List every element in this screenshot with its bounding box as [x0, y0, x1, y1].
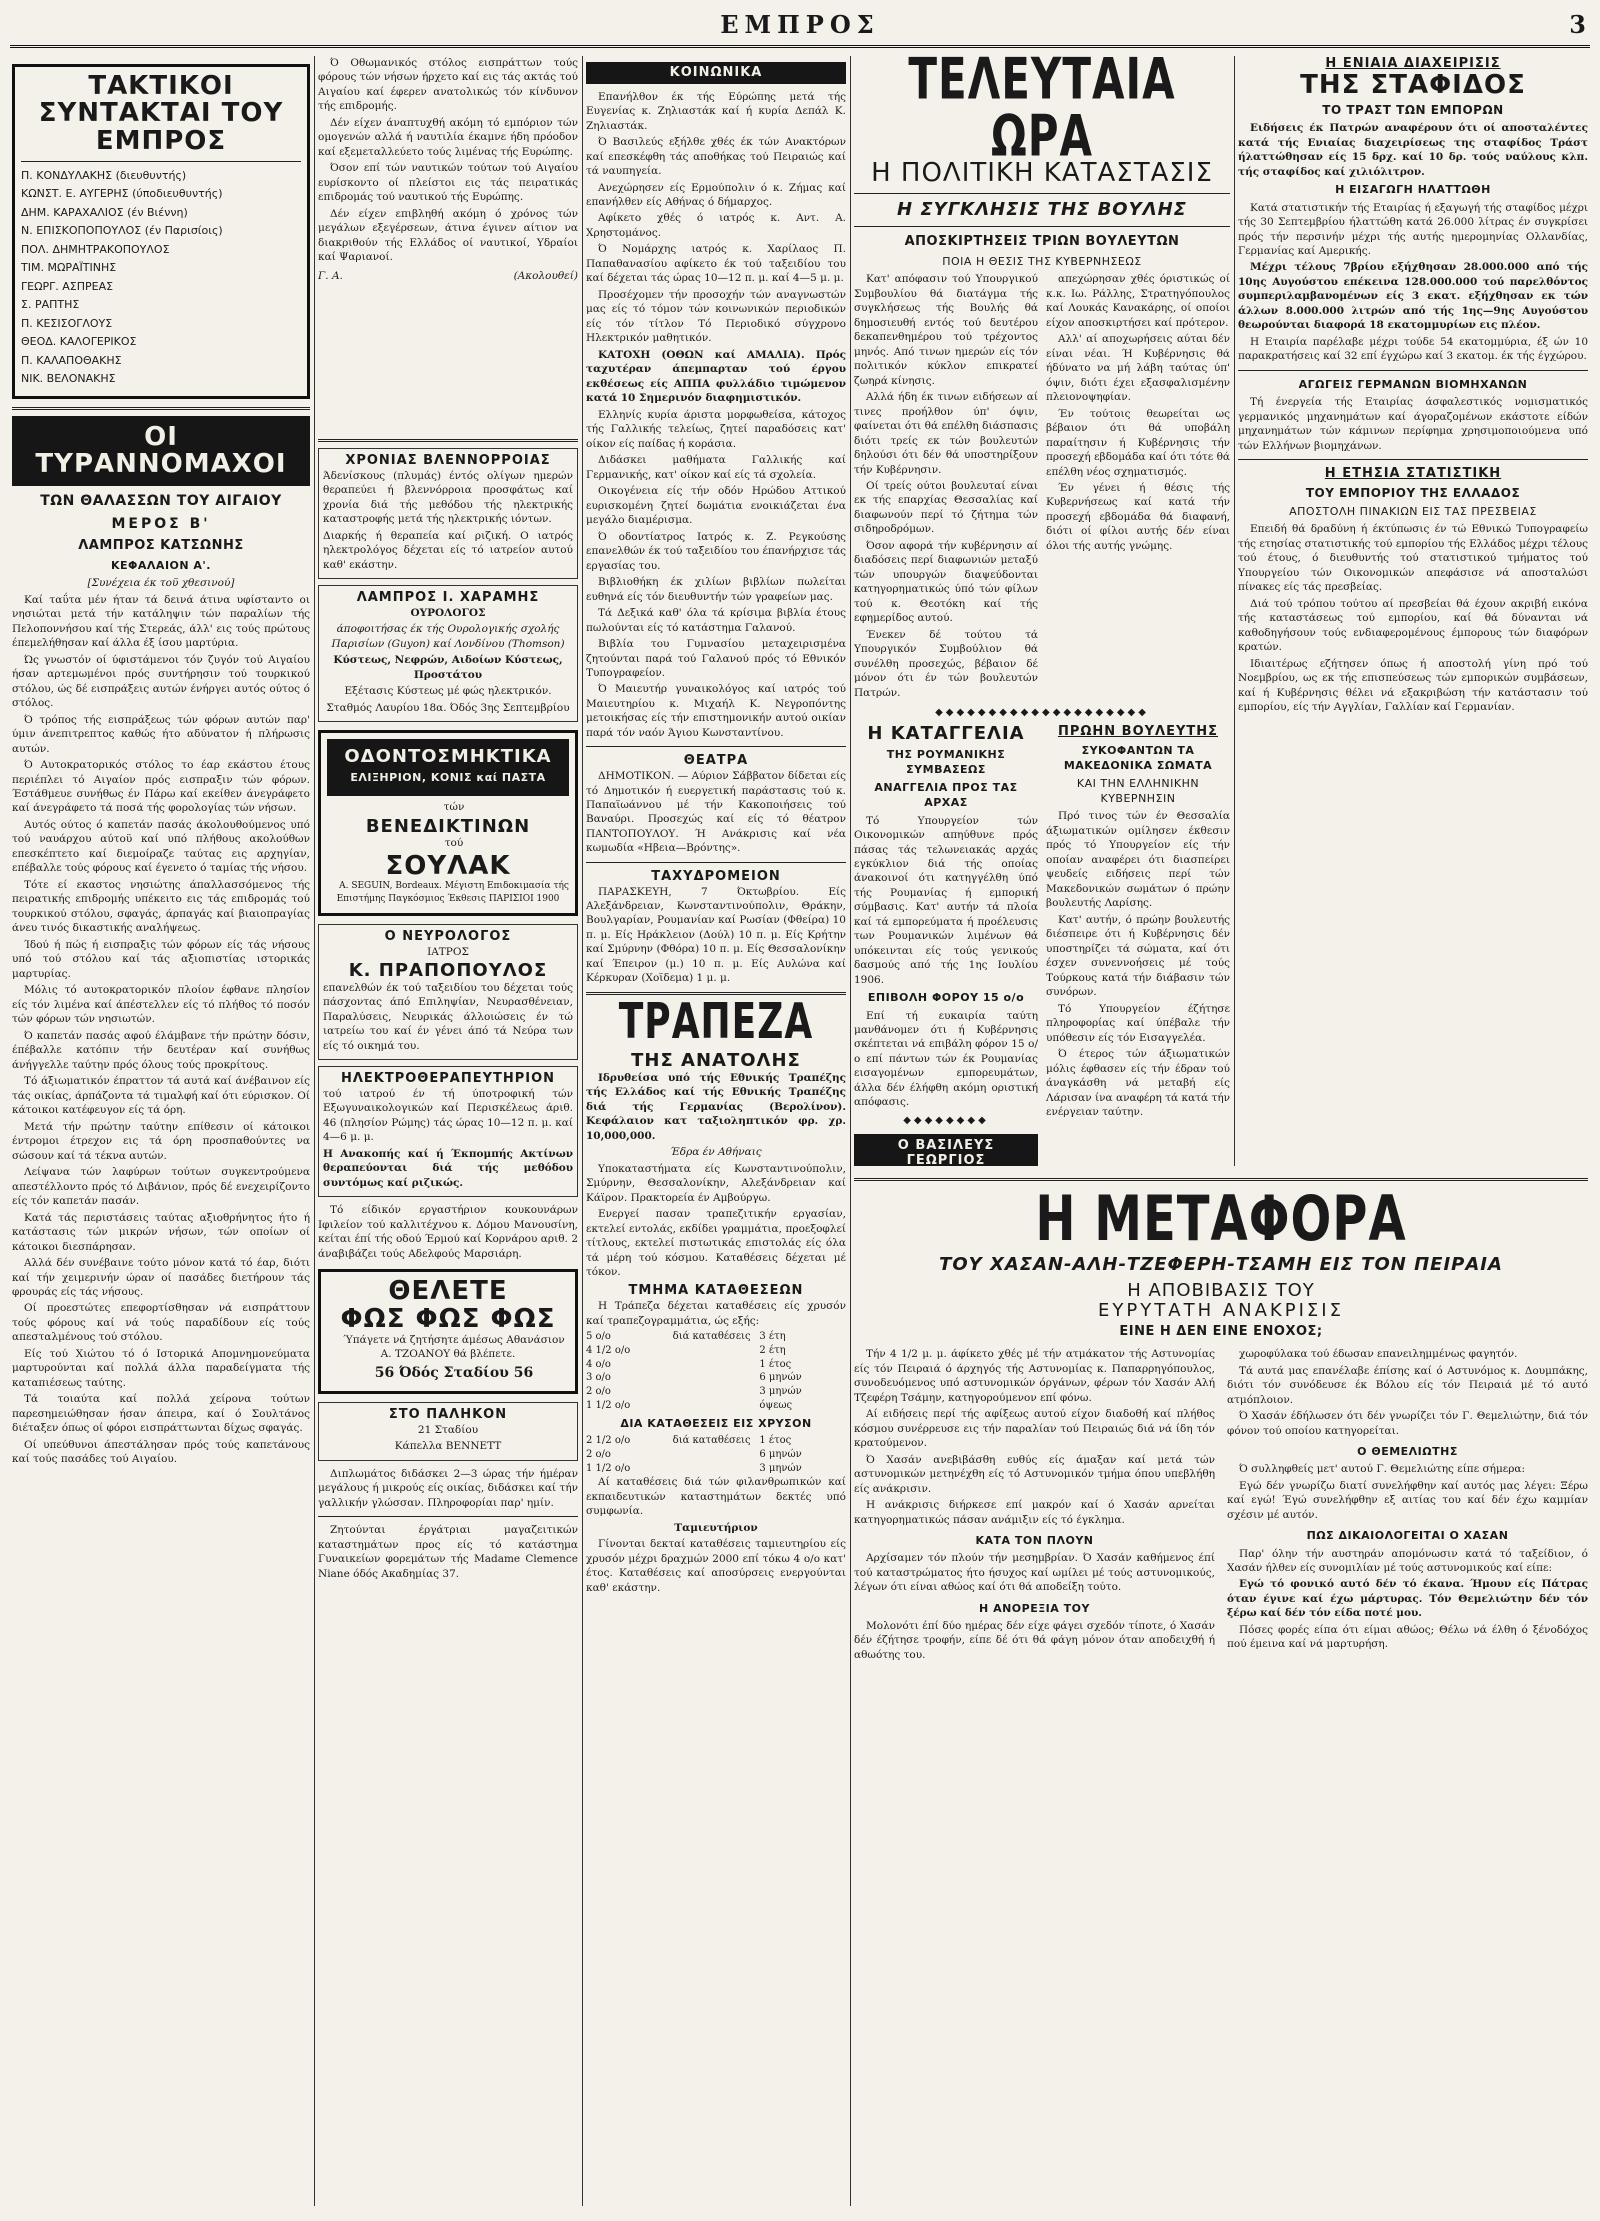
lower-article: [854, 1172, 1588, 2206]
body-paragraph: Επειδή θά δραδύνη ή έκτύπωσις έν τώ Εθνικώ Τυπογραφείω τής ετησίας στατιστικής τού εμπορίου τής Ελλάδος μέχρι τέλους τού έτους, ό διευθυντής τού στατιστικού τμήματος τού Υπουργείου τών Οικονομικών απεφάσισε νά αποσταλώσι πίνακες είς τάς πρεσβείας.: [1238, 523, 1588, 594]
body-paragraph: Εγώ τό φονικό αυτό δέν τό έκανα. Ήμουν είς Πάτρας όταν έγινε καί έχω μάρτυρας. Τόν Θεμελιώτην δέν τόν ξέρω καί δέν τόν είδα ποτέ μου.: [1227, 1578, 1588, 1620]
body-paragraph: Ανεχώρησεν είς Ερμούπολιν ό κ. Ζήμας καί επανήλθεν είς Αθήνας ό δήμαρχος.: [586, 181, 846, 208]
body-paragraph: Αυτός ούτος ό καπετάν πασάς άκολουθούμενος υπό τού ναυάρχου αύτοϋ καί υπό πλήθους ακολούθων επεσκέπτετο καί διεμοίραζε ταύτας εις αρχηγίαν, επέβαλλε τούς φόρους καί έγενετο ό ταμίας τής νήσου.: [12, 818, 310, 875]
body-paragraph: Ό Νομάρχης ιατρός κ. Χαρίλαος Π. Παπαθανασίου αφίκετο έκ τού ταξειδίου του καί δέχεται τάς ώρας 10—12 π. μ. καί 4—5 μ. μ.: [586, 243, 846, 285]
ad-title: ΣΟΥΛΑΚ: [385, 850, 511, 881]
body-paragraph: Μόλις τό αυτοκρατορικόν πλοίον έφθανε πλησίον είς τόν λιμένα καί άπέστελλεν είς τό πλήθος τό ποσόν τών φόρων τών νησιωτών.: [12, 984, 310, 1026]
article-subtitle: ΕΠΙΒΟΛΗ ΦΟΡΟΥ 15 ο/ο: [867, 991, 1025, 1005]
ad-urologist: [318, 585, 578, 722]
body-paragraph: Δέν είχεν άναπτυχθή ακόμη τό εμπόριον τών ομογενών αλλά ή ναυτιλία έκαμνε ήδη πρόοδον καί εξεμεταλλεύετο τούς λιμένας τής Ευρώπης.: [318, 116, 578, 158]
body-paragraph: Τήν 4 1/2 μ. μ. άφίκετο χθές μέ τήν ατμάκατον τής Αστυνομίας είς τόν Πειραιά ό άρχηγός τής Αστυνομίας κ. Παπαρρηγόπουλος, συνοδευόμενος υπό αστυνομικών όργάνων, φέρων τόν Χασάν Αλή Τζεφέρη Τσάμην, κατηγορούμενον επί φόνω.: [854, 1348, 1215, 1404]
staff-member: ΝΙΚ. ΒΕΛΟΝΑΚΗΣ: [21, 372, 116, 386]
staff-member: Π. ΚΕΣΙΣΟΓΛΟΥΣ: [21, 316, 113, 330]
body-paragraph: Μολονότι έπί δύο ημέρας δέν είχε φάγει σχεδόν τίποτε, ό Χασάν δέν έζήτησε τροφήν, είπε δέ ότι θά φάγη μόνον όταν αποδειχθή ή αθωότης του.: [854, 1619, 1215, 1661]
article-title: Η ΚΑΤΑΓΓΕΛΙΑ: [867, 723, 1025, 745]
gold-table: [586, 1434, 846, 1475]
body-paragraph: Προσέχομεν τήν προσοχήν τών αναγνωστών μας είς τό τόμον τών κοινωνικών περιοδικών είς τόν τίτλον Τό Περιοδικό σύγχρονο Ηλεκτρικόν μαθητικόν.: [586, 288, 846, 345]
body-paragraph: Ό έτερος τών άξιωματικών μόλις έφθασεν είς τήν έδραν τού άναγκάσθη νά μεταβή είς Λάρισαν ίνα αναφέρη τά κατά τήν ενέργειαν ταύτην.: [1046, 1048, 1230, 1119]
ad-neurologist: [318, 924, 578, 1060]
ad-title: ΦΩΣ ΦΩΣ ΦΩΣ: [340, 1303, 556, 1334]
body-paragraph: Λείψανα τών λαφύρων τούτων συγκεντρούμενα απεστέλλοντο πρός τό Διβάνιον, πρός δέ ενεχειρίζοντο είς τόν καπετάν πασάν.: [12, 1166, 310, 1208]
bank-title: ΤΡΑΠΕΖΑ: [618, 994, 814, 1050]
article-title: ΑΓΩΓΕΙΣ ΓΕΡΜΑΝΩΝ ΒΙΟΜΗΧΑΝΩΝ: [1298, 377, 1528, 391]
ad-address: Σταθμός Λαυρίου 18α. Όδός 3ης Σεπτεμβρίου: [326, 701, 570, 714]
article-subtitle: Η ΑΠΟΒΙΒΑΣΙΣ ΤΟΥ: [1127, 1279, 1315, 1301]
headline-sub: Η ΣΥΓΚΛΗΣΙΣ ΤΗΣ ΒΟΥΛΗΣ: [897, 199, 1187, 221]
article-subtitle: ΑΝΑΓΓΕΛΙΑ ΠΡΟΣ ΤΑΣ ΑΡΧΑΣ: [874, 781, 1018, 810]
table-row: 2 ο/ο 6 μηνών: [586, 1448, 802, 1460]
serial-title: ΟΙ ΤΥΡΑΝΝΟΜΑΧΟΙ: [35, 421, 287, 480]
table-row: 4 ο/ο 1 έτος: [586, 1358, 792, 1370]
body-paragraph: Αί καταθέσεις διά τών φιλανθρωπικών καί εκπαιδευτικών καταστημάτων δεκτές υπό συμφωνία.: [586, 1476, 846, 1518]
body-paragraph: Αφίκετο χθές ό ιατρός κ. Αντ. Α. Χρηστομάνος.: [586, 212, 846, 239]
body-paragraph: Κατά τάς περιστάσεις ταύτας αξιοθρήνητος ήτο ή κατάστασις τών μικρών νήσων, τών οποίων οί κάτοικοι διεσπάρησαν.: [12, 1211, 310, 1253]
ad-light: [318, 1269, 578, 1394]
table-row: 4 1/2 ο/ο 2 έτη: [586, 1344, 786, 1356]
post-title: ΤΑΧΥΔΡΟΜΕΙΟΝ: [651, 868, 781, 884]
deposits-table: [586, 1330, 846, 1413]
page-header: [10, 8, 1590, 48]
article-subtitle: Η ΕΙΣΑΓΩΓΗ ΗΛΑΤΤΩΘΗ: [1335, 183, 1491, 197]
staff-member: ΓΕΩΡΓ. ΑΣΠΡΕΑΣ: [21, 279, 114, 293]
ad-text: επανελθών έκ τού ταξειδίου του δέχεται τούς πάσχοντας άπό Επιληψίαν, Νευρασθένειαν, Παραλύσεις, Νευρικάς άλλοιώσεις έν τώ ιατρείω του καί έν γένει άπό τά Νεύρα των είς τό οικημά του.: [323, 981, 573, 1052]
page-number: 3: [1569, 10, 1586, 39]
staff-member: ΚΩΝΣΤ. Ε. ΑΥΓΕΡΗΣ (ύποδιευθυντής): [21, 187, 223, 201]
staff-member: Ν. ΕΠΙΣΚΟΠΟΠΟΥΛΟΣ (έν Παρισίοις): [21, 224, 223, 238]
staff-member: ΘΕΟΔ. ΚΑΛΟΓΕΡΙΚΟΣ: [21, 335, 137, 349]
ad-text: Ύπάγετε νά ζητήσητε άμέσως Αθανάσιον Α. ΤΖΟΑΝΟΥ θά βλέπετε.: [343, 1333, 565, 1361]
ad-title: ΘΕΛΕΤΕ: [388, 1276, 508, 1307]
body-paragraph: Τή ένεργεία τής Εταιρίας άσφαλεστικός νομισματικός γερμανικός μηχανημάτων καί άγοραζομένων εκάστοτε είδών μηχανημάτων τών κάμινων περίφημα χρησιμοποιούμενα υπό τών Ελλήνων βιομηχάνων.: [1238, 396, 1588, 452]
body-paragraph: Εγώ δέν γνωρίζω διατί συνελήφθην καί αυτός μας λέγει: Ξέρω καί εγώ! Έγώ συνελήφθην εξ αιτίας του καί δέν έχω καμμίαν σχέσιν μέ αυτόν.: [1227, 1479, 1588, 1521]
body-paragraph: Αί ειδήσεις περί τής αφίξεως αυτού είχον διαδοθή καί πλήθος κόσμου συνέρρευσε εις τήν παραλίαν τού Πειραιώς διά νά ίδη τόν κρατούμενον.: [854, 1408, 1215, 1450]
table-row: 3 ο/ο 6 μηνών: [586, 1372, 802, 1384]
ad-text: Διαρκής ή θεραπεία καί ριζική. Ο ιατρός ηλεκτρολόγος δέχεται είς τό ιατρείον αυτού καθ' εκάστην.: [323, 529, 573, 571]
body-paragraph: Ιδιαιτέρως εζήτησεν όπως ή αποστολή γίνη πρό τού Νοεμβρίου, ως εκ τής επισπεύσεως τών εμπορικών συμβάσεων, καί ή Κυβέρνησις θέλει νά εξακριβώση τήν κατάστασιν τού εμπορίου, είς τήν Αγγλίαν, Γαλλίαν καί Γερμανίαν.: [1238, 657, 1588, 714]
ad-text: άποφοιτήσας έκ τής Ουρολογικής σχολής Παρισίων (Guyon) καί Λονδίνου (Thomson): [331, 623, 565, 650]
body-paragraph: Ό Χασάν έδήλωσεν ότι δέν γνωρίζει τόν Γ. Θεμελιώτην, διά τόν φόνον τού οποίου κατηγορείται.: [1227, 1410, 1588, 1437]
body-paragraph: Τά τοιαύτα καί πολλά χείρονα τούτων παρεσημειώθησαν ήσαν άπειρα, καί ό Σουλτάνος διέταξεν όπως οί φόροι εισπράττωνται δίχως σφαγάς.: [12, 1393, 310, 1435]
ad-title: Ο ΝΕΥΡΟΛΟΓΟΣ: [384, 929, 512, 945]
body-paragraph: Παρ' όλην τήν αυστηράν απομόνωσιν κατά τό ταξείδιον, ό Χασάν ήλθεν είς συνομιλίαν μέ τούς αστυνομικούς καί είπε:: [1227, 1547, 1588, 1574]
theatre-title: ΘΕΑΤΡΑ: [683, 753, 749, 769]
serial-note: [Συνέχεια έκ τοϋ χθεσινού]: [87, 577, 235, 590]
headline-sub: ΑΠΟΣΚΙΡΤΗΣΕΙΣ ΤΡΙΩΝ ΒΟΥΛΕΥΤΩΝ: [904, 234, 1180, 250]
ad-text: Η Ανακοπής καί ή Έκπομπής Ακτίνων θεραπεύονται διά τής μεθόδου συντόμως καί ριζικώς.: [323, 1147, 573, 1189]
column-4: ΤΕΛΕΥΤΑΙΑ ΩΡΑ Η ΠΟΛΙΤΙΚΗ ΚΑΤΑΣΤΑΣΙΣ Η ΣΥΓΚΛΗΣΙΣ ΤΗΣ ΒΟΥΛΗΣ ΑΠΟΣΚΙΡΤΗΣΕΙΣ ΤΡΙΩΝ ΒΟΥΛΕΥΤΩΝ ΠΟΙΑ Η ΘΕΣΙΣ ΤΗΣ ΚΥΒΕΡΝΗΣΕΩΣ Κατ' απόφασιν τού Υπουργικού Συμβουλίου θά διατάγμα τής συγκλήσεως τής Βουλής θά δημοσιευθή εντός τού δευτέρου δεκαπενθημέρου τού τρέχοντος μηνός. Από τινων ημερών είς τόν πολιτικόν κύκλον επικρατεί ζωηρά κίνησις. Αλλά ήδη έκ τινων ειδήσεων αί τινες προήλθον ύπ' όψιν, φαίνεται ότι θά επέλθη διάσπασις διότι τρείς εκ τών βουλευτών δηλούσι ότι δέν θά υποστηρίξουν τήν Κυβέρνησιν. Οί τρείς ούτοι βουλευταί είναι εκ τής επαρχίας Θεσσαλίας καί διαφωνούν περί τό ζήτημα τών σιδηροδρόμων. Όσον αφορά τήν κυβέρνησιν αί διαδόσεις περί διαφωνιών μεταξύ τών υπουργών διαψεύδονται κατηγορηματικώς ύπό τών φίλων τού κ. Θεοτόκη καί τής εφημερίδος αυτού. Ένεκεν δέ τούτου τά Υπουργικόν Συμβούλιον θά συνέλθη προσεχώς, βέβαιον δέ μόνον ότι έν τών βουλευτών Πατρών. απεχώρησαν χθές όριστικώς οί κ.κ. Ιω. Ράλλης, Στρατηγόπουλος καί Λουκάς Κανακάρης, οί οποίοι είχον αποσκιρτήσει καί πρότερον. Αλλ' αί αποχωρήσεις αύται δέν είναι νέαι. Ή Κυβέρνησις θά ήδύνατο να μή λάβη ταύτας ύπ' όψιν, διότι έχει εξασφαλισμένην πλειονοψηφίαν. Έν τούτοις θεωρείται ως βέβαιον ότι θά υποβάλη παραίτησιν ή Κυβέρνησις τήν προσεχή εβδομάδα καί ότι τότε θά επέλθη νέος σχηματισμός. Έν γένει ή θέσις τής Κυβερνήσεως καί κατά τήν προσεχή εβδομάδα θά διαφανή, διότι οί φίλοι αυτής δέν είναι όλοι τής αυτής γνώμης. ◆◆◆◆◆◆◆◆◆◆◆◆◆◆◆◆◆◆◆◆ Η ΚΑΤΑΓΓΕΛΙΑ ΤΗΣ ΡΟΥΜΑΝΙΚΗΣ ΣΥΜΒΑΣΕΩΣ ΑΝΑΓΓΕΛΙΑ ΠΡΟΣ ΤΑΣ ΑΡΧΑΣ Τό Υπουργείον τών Οικονομικών απηύθυνε πρός πάσας τάς τελωνειακάς αρχάς εγκύκλιον διά τής οποίας άνακοινοί ότι κατηγγέλθη ύπό τής Ρουμανίας ή εμπορική σύμβασις. Κατ' αυτήν τά πλοία καί τά εμπορεύματα ή προέλευσις των Ρουμανικών λιμένων θά υπόκεινται είς τούς γενικούς δασμούς από τής 1ης Ιουλίου 1906. ΕΠΙΒΟΛΗ ΦΟΡΟΥ 15 ο/ο Επί τή ευκαιρία ταύτη μανθάνομεν ότι ή Κυβέρνησις σκέπτεται νά επιβάλη φόρον 15 ο/ο επί πάντων τών έκ Ρουμανίας εισαγομένων εμπορευμάτων, άλλα δέν έλήφθη ακόμη οριστική απόφασις. ◆◆◆◆◆◆◆◆ Ο ΒΑΣΙΛΕΥΣ ΓΕΩΡΓΙΟΣ ΠΡΩΗΝ ΒΟΥΛΕΥΤΗΣ ΣΥΚΟΦΑΝΤΩΝ ΤΑ ΜΑΚΕΔΟΝΙΚΑ ΣΩΜΑΤΑ ΚΑΙ ΤΗΝ ΕΛΛΗΝΙΚΗΝ ΚΥΒΕΡΝΗΣΙΝ Πρό τινος τών έν Θεσσαλία άξιωματικών ομίλησεν έκθεσιν πρός τό Υπουργείον είς τήν οποίαν αναφέρει ότι διασπείρει ψευδείς ειδήσεις περί τών Μακεδονικών σωμάτων ό πρώην βουλευτής Λαρίσης. Κατ' αυτήν, ό πρώην βουλευτής διέσπειρε ότι ή Κυβέρνησις δέν υποστηρίζει τά σώματα, καί ότι έσχεν συνεννοήσεις μέ τούς Τούρκους κατά τήν διάβασιν τών συνόρων. Τό Υπουργείον έζήτησε πληροφορίας καί ύπέβαλε τήν υπόθεσιν είς τόν Εισαγγελέα. Ό έτερος τών άξιωματικών μόλις έφθασεν είς τήν έδραν τού άναγκάσθη νά μεταβή είς Λάρισαν ίνα αναφέρη τά κατά τήν ενέργειαν ταύτην.: [854, 56, 1230, 1166]
section-title: ΚΟΙΝΩΝΙΚΑ: [669, 65, 763, 80]
body-paragraph: Αρχίσαμεν τόν πλούν τήν μεσημβρίαν. Ό Χασάν καθήμενος έπί τού καταστρώματος ήτο ήσυχος καί ωμίλει μέ τούς αστυνομικούς, λέγων ότι είναι αθώος καί ότι θά αποδείξη τούτο.: [854, 1552, 1215, 1594]
body-paragraph: Ό συλληφθείς μετ' αυτού Γ. Θεμελιώτης είπε σήμερα:: [1239, 1463, 1526, 1476]
body-paragraph: Διά τού τρόπου τούτου αί πρεσβείαι θά έχουν ακριβή εικόνα τής καταστάσεως τού εμπορίου, καί θά δύνανται νά καθοδηγήσουν τούς ενδιαφερομένους έμπορους τών διαφόρων κρατών.: [1238, 597, 1588, 654]
body-paragraph: Οί υπεύθυνοι άπεστάλησαν πρός τούς καπετάνους καί τούς πασάδες τού Αιγαίου.: [12, 1438, 310, 1466]
ad-text: τού ιατρού έν τή ύποτροφική τών Εξωγυναικολογικών καί Περισκέλεως άριθ. 46 (πλησίον Ρώμης) τάς ώρας 10—12 π. μ. καί 4—6 μ. μ.: [323, 1087, 573, 1144]
body-paragraph: Τό Υπουργείον τών Οικονομικών απηύθυνε πρός πάσας τάς τελωνειακάς αρχάς εγκύκλιον διά τής οποίας άνακοινοί ότι κατηγγέλθη ύπό τής Ρουμανίας ή εμπορική σύμβασις. Κατ' αυτήν τά πλοία καί τά εμπορεύματα ή προέλευσις των Ρουμανικών λιμένων θά υπόκεινται είς τούς γενικούς δασμούς από τής 1ης Ιουλίου 1906.: [854, 814, 1038, 986]
article-title: ΤΗΣ ΣΤΑΦΙΔΟΣ: [1300, 69, 1526, 100]
body-paragraph: Ό Χασάν ανεβιβάσθη ευθύς είς άμαξαν καί μετά τών αστυνομικών μετηνέχθη είς τό Αστυνομικόν τμήμα όπου υπεβλήθη είς ανάκρισιν.: [854, 1453, 1215, 1495]
body-paragraph: Ελληνίς κυρία άριστα μορφωθείσα, κάτοχος τής Γαλλικής τελείως, ζητεί παραδόσεις κατ' οίκον είς παίδας ή κοράσια.: [586, 408, 846, 450]
ad-title: ΣΤΟ ΠΑΛΗΚΟΝ: [388, 1407, 508, 1423]
ad-text: τών: [443, 801, 465, 814]
ad-address: 21 Σταδίου: [417, 1423, 479, 1436]
body-paragraph: ΠΑΡΑΣΚΕΥΗ, 7 Όκτωβρίου. Είς Αλεξάνδρειαν, Κωνσταντινούπολιν, Θράκην, Βουλγαρίαν, Ρουμανίαν καί Ρωσίαν (Φθείρα) 10 π. μ. Είς Ηράκλειον (Δούλ) 10 π. μ. Είς Κρήτην καί Σμύρνην (Φθόρα) 10 π. μ. Είς Θεσσαλονίκην καί Έπειρον (μ.) 10 π. μ. Είς Αυλώνα καί Κέρκυραν (Χοϊδεμα) 1 μ. μ.: [586, 885, 846, 985]
body-paragraph: Πόσες φορές είπα ότι είμαι αθώος; Θέλω νά έλθη ό ξένοδόχος πού έμεινα καί νά μαρτυρήση.: [1227, 1623, 1588, 1651]
column-3: [586, 56, 846, 2206]
column-1: [12, 56, 310, 2206]
body-paragraph: χωροφύλακα τού έδωσαν επανειλημμένως φαγητόν.: [1239, 1348, 1518, 1361]
ad-electrotherapy: [318, 1066, 578, 1197]
article-subtitle: ΑΠΟΣΤΟΛΗ ΠΙΝΑΚΙΩΝ ΕΙΣ ΤΑΣ ΠΡΕΣΒΕΙΑΣ: [1289, 505, 1537, 519]
body-paragraph: Τότε εί εκαστος νησιώτης άπαλλασσόμενος τής πειρατικής επιδρομής υπέκειτο εις τάς επιδρομάς τού τουρκικού στόλου, σφαγάς, άρπαγάς καί βιαιοπραγίας άνευ τινός δικαστικής αναλήψεως.: [12, 878, 310, 935]
body-paragraph: Έν τούτοις θεωρείται ως βέβαιον ότι θά υποβάλη παραίτησιν ή Κυβέρνησις τήν προσεχή εβδομάδα καί ότι τότε θά επέλθη νέος σχηματισμός.: [1046, 407, 1230, 478]
main-headline: ΤΕΛΕΥΤΑΙΑ ΩΡΑ: [908, 56, 1176, 169]
bank-seat: Έδρα έν Αθήναις: [670, 1146, 762, 1159]
body-paragraph: Γίνονται δεκταί καταθέσεις ταμιευτηρίου είς χρυσόν μέχρι δραχμών 2000 επί τόκω 4 ο/ο κατ' έτος. Καταθέσεις καί αποσύρσεις ενεργούνται καθ' εκάστην.: [586, 1538, 846, 1594]
ad-text: Άδενίσκους (πλυμάς) έντός ολίγων ημερών θεραπεύει ή βλεννόρροια προσφάτως καί χρονία διά τής μεθόδου τής ηλεκτρικής καταστροφής μετά τής ηλεκτρικής ιόντων.: [323, 469, 573, 526]
column-5: [1238, 56, 1588, 1166]
ad-text: Α. SEGUIN, Bordeaux. Μέγιστη Επιδοκιμασία τής Επιστήμης Παγκόσμιος Έκθεσις ΠΑΡΙΣΙΟΙ 1900: [336, 881, 569, 904]
body-paragraph: Κατ' αυτήν, ό πρώην βουλευτής διέσπειρε ότι ή Κυβέρνησις δέν υποστηρίζει τά σώματα, καί ότι έσχεν συνεννοήσεις μέ τούς Τούρκους κατά τήν διάβασιν τών συνόρων.: [1046, 913, 1230, 999]
ad-title: ΒΕΝΕΔΙΚΤΙΝΩΝ: [365, 815, 531, 837]
article-subtitle: ΕΙΝΕ Η ΔΕΝ ΕΙΝΕ ΕΝΟΧΟΣ;: [1119, 1324, 1323, 1340]
ad-palace: [318, 1402, 578, 1461]
body-paragraph: Ό καπετάν πασάς αφού έλάμβανε τήν πρώτην δόσιν, έπέβαλλε κατόπιν τήν δευτέραν καί συνήθως άνήγγελλε ταύτην πρός όλους τούς προκρίτους.: [12, 1029, 310, 1071]
body-paragraph: Ό Βασιλεύς εξήλθε χθές έκ τών Ανακτόρων καί επεσκέφθη τάς αποθήκας τού Πειραιώς καί τά ναυπηγεία.: [586, 136, 846, 178]
body-paragraph: Κατά στατιστικήν τής Εταιρίας ή εξαγωγή τής σταφίδος μέχρι τής 30 Σεπτεμβρίου ήλαττώθη κατά 26.000 λίτρας έν συγκρίσει πρός τήν περσινήν μέχρι τής αυτής ημερομηνίας Ολλανδίας, Γερμανίας καί Αμερικής.: [1238, 201, 1588, 257]
body-paragraph: Καί ταΰτα μέν ήταν τά δεινά άτινα υφίσταντο οι νησιώται μετά τήν κατάληψιν τών παραλίων τής Πελοποννήσου καί τής Στερεάς, άλλ' εις τούς πρώτους έπεμελήθησαν καί άλλα έξ ίσου μαρτύρια.: [12, 593, 310, 650]
body-paragraph: Δέν είχεν επιβληθή ακόμη ό χρόνος τών μεγάλων εξεγέρσεων, άτινα έγινεν αίτιον να διακριθούν τής Ελλάδος οί ναυτικοί, Υδραίοι καί Ψαριανοί.: [318, 207, 578, 264]
savings-title: Ταμιευτήριον: [674, 1521, 758, 1534]
staff-member: ΤΙΜ. ΜΩΡΑΪΤΙΝΗΣ: [21, 261, 117, 275]
body-paragraph: Έν γένει ή θέσις τής Κυβερνήσεως καί κατά τήν προσεχή εβδομάδα θά διαφανή, διότι οί φίλοι αυτής δέν είναι όλοι τής αυτής γνώμης.: [1046, 481, 1230, 552]
headline-sub: ΠΟΙΑ Η ΘΕΣΙΣ ΤΗΣ ΚΥΒΕΡΝΗΣΕΩΣ: [942, 255, 1142, 269]
body-paragraph: Πρό τινος τών έν Θεσσαλία άξιωματικών ομίλησεν έκθεσιν πρός τό Υπουργείον είς τήν οποίαν αναφέρει ότι διασπείρει ψευδείς ειδήσεις περί τών Μακεδονικών σωμάτων ό πρώην βουλευτής Λαρίσης.: [1046, 810, 1230, 910]
staff-member: Π. ΚΑΛΑΠΟΘΑΚΗΣ: [21, 353, 122, 367]
ad-subtitle: ΙΑΤΡΟΣ: [427, 945, 469, 958]
article-title: Η ΜΕΤΑΦΟΡΑ: [1035, 1182, 1407, 1256]
body-paragraph: Οί τρείς ούτοι βουλευταί είναι εκ τής επαρχίας Θεσσαλίας καί διαφωνούν περί τό ζήτημα τών σιδηροδρόμων.: [854, 479, 1038, 536]
body-paragraph: Αλλά ήδη έκ τινων ειδήσεων αί τινες προήλθον ύπ' όψιν, φαίνεται ότι θά επέλθη διάσπασις διότι τρείς εκ τών βουλευτών δηλούσι ότι δέν θά υποστηρίξουν τήν Κυβέρνησιν.: [854, 391, 1038, 476]
body-paragraph: Οί προεστώτες επεφορτίσθησαν νά εισπράττουν τούς φόρους καί νά τούς παραδίδουν είς τούς απεσταλμένους τού στόλου.: [12, 1302, 310, 1344]
staff-member: Σ. ΡΑΠΤΗΣ: [21, 298, 80, 312]
table-row: 1 1/2 ο/ο 3 μηνών: [586, 1462, 802, 1474]
article-subtitle: Η ΑΝΟΡΕΞΙΑ ΤΟΥ: [979, 1601, 1090, 1615]
body-paragraph: Κατ' απόφασιν τού Υπουργικού Συμβουλίου θά διατάγμα τής συγκλήσεως τής Βουλής θά δημοσιευθή εντός τού δευτέρου δεκαπενθημέρου τού τρέχοντος μηνός. Από τινων ημερών είς τόν πολιτικόν κύκλον επικρατεί ζωηρά κίνησις.: [854, 273, 1038, 387]
ad-toothpaste: [318, 730, 578, 916]
gold-title: ΔΙΑ ΚΑΤΑΘΕΣΕΙΣ ΕΙΣ ΧΡΥΣΟΝ: [620, 1416, 812, 1430]
table-row: 2 ο/ο 3 μηνών: [586, 1386, 802, 1398]
ad-title: ΗΛΕΚΤΡΟΘΕΡΑΠΕΥΤΗΡΙΟΝ: [340, 1071, 556, 1087]
ad-text: Τό είδικόν εργαστήριον κουκουνάρων Ιφιλείον τού καλλιτέχνου κ. Δόμου Μανουσίνη, κείται έπί τής οδού Έρμού καί Κορνάρου αριθ. 2 άναβιβάζει τούς Αδελφούς Μαρσιάρη.: [318, 1204, 578, 1260]
column-2: [318, 56, 578, 2206]
body-paragraph: Η ανάκρισις διήρκεσε επί μακρόν καί ό Χασάν αρνείται κατηγορηματικώς πάσαν ανάμιξιν είς τό έγκλημα.: [854, 1499, 1215, 1526]
ad-title: ΧΡΟΝΙΑΣ ΒΛΕΝΝΟΡΡΟΙΑΣ: [345, 453, 551, 469]
headline-sub: Η ΠΟΛΙΤΙΚΗ ΚΑΤΑΣΤΑΣΙΣ: [871, 158, 1213, 188]
body-paragraph: Μετά τήν πρώτην ταύτην επίθεσιν οί κάτοικοι έντρομοι έτρεχον εις τά όρη προσπαθούντες να σώσουν καί τά τέκνα αυτών.: [12, 1120, 310, 1162]
ad-blennorrhoea: [318, 448, 578, 579]
body-paragraph: Ό Οθωμανικός στόλος εισπράττων τούς φόρους τών νήσων ήρχετο καί εις τάς ακτάς τού Αιγαίου καί έφερεν ανατολικώς τόν κίνδυνον τής επιδρομής.: [318, 57, 578, 113]
body-paragraph: απεχώρησαν χθές όριστικώς οί κ.κ. Ιω. Ράλλης, Στρατηγόπουλος καί Λουκάς Κανακάρης, οί οποίοι είχον αποσκιρτήσει καί πρότερον.: [1046, 273, 1230, 329]
column-rule: [850, 56, 851, 2206]
body-paragraph: Ό Αυτοκρατορικός στόλος το έαρ εκάστου έτους περιέπλει τό Αιγαίον πρός εισπραξιν τών φόρων. Έστάθμευε συνήθως έν Πάρω καί εκείθεν άνεγράφετο καί άνεγράφετο τά ποσά τής φορολογίας τών νήσων.: [12, 759, 310, 815]
ad-title: ΟΔΟΝΤΟΣΜΗΚΤΙΚΑ: [344, 746, 552, 768]
staff-box: [12, 64, 310, 399]
serial-chapter: ΚΕΦΑΛΑΙΟΝ Α'.: [111, 559, 211, 573]
ad-text: Κύστεως, Νεφρών, Αιδοίων Κύστεως, Προστάτου: [333, 654, 563, 681]
staff-list: [21, 168, 301, 388]
staff-member: ΠΟΛ. ΔΗΜΗΤΡΑΚΟΠΟΥΛΟΣ: [21, 242, 170, 256]
ad-text: Εξέτασις Κύστεως μέ φώς ηλεκτρικόν.: [344, 685, 552, 698]
body-paragraph: Όσον επί τών ναυτικών τούτων τού Αιγαίου ευρίσκοντο οί πλείστοι εις τάς πειρατικάς επιδρομάς τού ναυτικού τής Ευρώπης.: [318, 162, 578, 204]
serial-part: ΜΕΡΟΣ Β': [111, 515, 211, 532]
body-paragraph: Τό Υπουργείον έζήτησε πληροφορίας καί ύπέβαλε τήν υπόθεσιν είς τόν Εισαγγελέα.: [1046, 1002, 1230, 1044]
column-rule: [1234, 56, 1235, 1166]
ad-text: Ζητούνται έργάτριαι μαγαζειτικών καταστημάτων προς είς τό κατάστημα Γυναικείων φορεμάτων τής Madame Clemence Niane όδός Ακαδημίας 37.: [318, 1524, 578, 1580]
body-paragraph: Ό Μαιευτήρ γυναικολόγος καί ιατρός τού Μαιευτηρίου κ. Μιχαήλ Κ. Νεγροπόντης μετοικήσας είς τήν επιστημονικήν αυτού οικίαν παρά τόν ναόν Άγιου Κωνσταντίνου.: [586, 683, 846, 739]
masthead: ΕΜΠΡΟΣ: [720, 10, 880, 39]
table-row: 2 1/2 ο/ο διά καταθέσεις 1 έτος: [586, 1435, 792, 1446]
body-paragraph: Ώς γνωστόν οί ύφιστάμενοι τόν ζυγόν τού Αιγαίου ήσαν αρτεμωμένοι πρός συντήρησιν τού τουρκικού στόλου, ώς δέ εισπράξεις αυτών ένήργει αυτός ούτος ό στόλος.: [12, 653, 310, 710]
staff-member: ΔΗΜ. ΚΑΡΑΧΑΛΙΟΣ (έν Βιέννη): [21, 205, 188, 219]
ad-title: ΛΑΜΠΡΟΣ Ι. ΧΑΡΑΜΗΣ: [356, 590, 540, 606]
table-row: 1 1/2 ο/ο όψεως: [586, 1400, 793, 1412]
serial-subtitle: ΤΩΝ ΘΑΛΑΣΣΩΝ ΤΟΥ ΑΙΓΑΙΟΥ: [40, 493, 282, 510]
body-paragraph: Αλλά δέν συνέβαινε τούτο μόνον κατά τό έαρ, διότι καί τήν χειμερινήν ώραν οί πασάδες διετήρουν τάς φρουράς είς τάς νήσους.: [12, 1257, 310, 1298]
ad-title: Κ. ΠΡΑΠΟΠΟΥΛΟΣ: [348, 960, 548, 982]
body-paragraph: Τά Δεξικά καθ' όλα τά κρίσιμα βιβλία έτους πωλούνται είς τό κατάστημα Γαλανού.: [586, 607, 846, 634]
column-rule: [314, 56, 315, 2206]
article-title: Η ΕΤΗΣΙΑ ΣΤΑΤΙΣΤΙΚΗ: [1324, 465, 1502, 481]
signature: Γ. Α.: [318, 269, 343, 282]
bank-subtitle: ΤΗΣ ΑΝΑΤΟΛΗΣ: [631, 1049, 801, 1071]
body-paragraph: Η Τράπεζα δέχεται καταθέσεις είς χρυσόν καί τραπεζογραμμάτια, ώς εξής:: [586, 1300, 846, 1327]
body-paragraph: Ίδού ή πώς ή εισπραξις τών φόρων είς τάς νήσους υπό τού στόλου καί τάς αξιοπιστίας ιστορικάς μαρτυρίας.: [12, 938, 310, 980]
article-subtitle: ΕΥΡΥΤΑΤΗ ΑΝΑΚΡΙΣΙΣ: [1098, 1299, 1344, 1321]
body-paragraph: Είς τού Χιώτου τό ό Ιστορικά Απομνημονεύματα μαρτυρούνται καί πολλά άλλα παραδείγματα τής καταπιέσεως ταύτης.: [12, 1347, 310, 1389]
body-paragraph: Ενεργεί πασαν τραπεζιτικήν εργασίαν, εκτελεί εντολάς, εκδίδει γραμμάτια, προεξοφλεί τίτλους, εκτελεί πιστωτικάς επιστολάς είς όλα τά μέρη τού κόσμου. Καταθέσεις δέχεται μέ τόκον.: [586, 1208, 846, 1278]
article-subtitle: ΣΥΚΟΦΑΝΤΩΝ ΤΑ ΜΑΚΕΔΟΝΙΚΑ ΣΩΜΑΤΑ: [1063, 743, 1213, 772]
body-paragraph: Ειδήσεις έκ Πατρών αναφέρουν ότι οί αποσταλέντες κατά τής Ενιαίας διαχειρίσεως της σταφίδος Τράστ ήλαττώθησαν είς 15 δρχ. καί 10 δρ. τούς ναύλους κλπ. τής σταφίδος καί χιλιόλιτρον.: [1238, 122, 1588, 178]
body-paragraph: Μέχρι τέλους 7βρίου εξήχθησαν 28.000.000 από τής 10ης Αυγούστου επέκεινα 128.000.000 τού παρελθόντος συμπεριλαμβανομένων είς 3 εκατ. εξήχθησαν εκ τών άλλων 8.000.000 λιτρών από τής 1ης—9ης Αυγούστου θεωρούνται διαφορά 18 εκατομμυρίων εις πλέον.: [1238, 261, 1588, 332]
ad-address: 56 Όδός Σταδίου 56: [374, 1364, 534, 1381]
body-paragraph: Τά αυτά μας επανέλαβε έπίσης καί ό Αστυνόμος κ. Δουμπάκης, διότι τόν συνόδευσε έκ Βόλου είς τόν Πειραιά μέ τό αυτό ατμόπλοιον.: [1227, 1364, 1588, 1406]
serial-title-box: [12, 416, 310, 487]
body-paragraph: ΚΑΤΟΧΗ (ΟΘΩΝ καί ΑΜΑΛΙΑ). Πρός ταχυτέραν άπεμπαρταν τού έργου εκθέσεως είς ΑΠΠΑ φυλλάδιο τιμώμενον κατά 10 Σημερινόν διαφημιστικόν.: [586, 348, 846, 405]
serial-author: ΛΑΜΠΡΟΣ ΚΑΤΣΩΝΗΣ: [78, 538, 244, 554]
body-paragraph: Αλλ' αί αποχωρήσεις αύται δέν είναι νέαι. Ή Κυβέρνησις θά ήδύνατο να μή λάβη ταύτας ύπ' όψιν, διότι έχει εξασφαλισμένην πλειονοψηφίαν.: [1046, 333, 1230, 404]
deposits-title: ΤΜΗΜΑ ΚΑΤΑΘΕΣΕΩΝ: [628, 1283, 804, 1299]
body-paragraph: ΔΗΜΟΤΙΚΟΝ. — Αύριον Σάββατον δίδεται είς τό Δημοτικόν ή ευεργετική παράστασις τού κ. Παπαϊωάννου μέ τήν Κακοποιήσεις τού Βαναύρι. Προσεχώς καί είς τό θέατρον ΠΑΝΤΟΠΟΥΛΟΥ. Ή Ανάκρισις καί νέα κωμωδία «Ηβεια—Βρόντης».: [586, 770, 846, 855]
body-paragraph: Ιδρυθείσα υπό τής Εθνικής Τραπέζης τής Ελλάδος καί τής Εθνικής Τραπέζης διά τής Γερμανίας (Βερολίνον). Κεφάλαιον κατ ταξιοληπτικόν φρ. χρ. 10,000,000.: [586, 1071, 846, 1142]
article-title: Η ΕΝΙΑΙΑ ΔΙΑΧΕΙΡΙΣΙΣ: [1325, 56, 1501, 71]
section-header: [586, 62, 846, 84]
body-paragraph: Όσον αφορά τήν κυβέρνησιν αί διαδόσεις περί διαφωνιών μεταξύ τών υπουργών διαψεύδονται κατηγορηματικώς ύπό τών φίλων τού κ. Θεοτόκη καί τής εφημερίδος αυτού.: [854, 539, 1038, 625]
article-title: Ο ΒΑΣΙΛΕΥΣ ΓΕΩΡΓΙΟΣ: [897, 1137, 995, 1166]
body-paragraph: Η Εταιρία παρέλαβε μέχρι τούδε 54 εκατομμύρια, έξ ών 10 παρακρατήσεις καί 32 επί έγχώρω καί 3 εκατομ. έκ τής έγχώρου.: [1238, 335, 1588, 363]
article-subtitle: ΚΑΙ ΤΗΝ ΕΛΛΗΝΙΚΗΝ ΚΥΒΕΡΝΗΣΙΝ: [1076, 776, 1200, 806]
article-subtitle: ΚΑΤΑ ΤΟΝ ΠΛΟΥΝ: [975, 1534, 1094, 1548]
staff-member: Π. ΚΟΝΔΥΛΑΚΗΣ (διευθυντής): [21, 168, 187, 182]
body-paragraph: Επί τή ευκαιρία ταύτη μανθάνομεν ότι ή Κυβέρνησις σκέπτεται νά επιβάλη φόρον 15 ο/ο επί πάντων τών έκ Ρουμανίας εισαγομένων εμπορευμάτων, άλλα δέν έλήφθη ακόμη οριστική απόφασις.: [854, 1009, 1038, 1109]
column-rule: [582, 56, 583, 2206]
article-subtitle: ΤΗΣ ΡΟΥΜΑΝΙΚΗΣ ΣΥΜΒΑΣΕΩΣ: [886, 747, 1006, 777]
body-paragraph: Οικογένεια είς τήν οδόν Ηρώδου Αττικού ευρισκομένη ζητεί δωμάτια ενοικιάζεται ένα μεγάλο διαμέρισμα.: [586, 485, 846, 527]
article-title: ΠΡΩΗΝ ΒΟΥΛΕΥΤΗΣ: [1057, 724, 1219, 740]
body-paragraph: Τό άξιωματικόν έπραττον τά αυτά καί άνέβαινον είς τάς οικίας, άρπάζοντα τά τιμαλφή καί ότι εύρισκον. Οί κάτοικοι κατέφευγον είς τά όρη.: [12, 1075, 310, 1117]
body-paragraph: Υποκαταστήματα είς Κωνσταντινούπολιν, Σμύρνην, Θεσσαλονίκην, Αλεξάνδρειαν καί Κάϊρον. Πρακτορεία έν Αμβούργω.: [586, 1162, 846, 1204]
body-paragraph: Διδάσκει μαθήματα Γαλλικής καί Γερμανικής, κατ' οίκον καί είς τά σχολεία.: [586, 454, 846, 481]
ad-text: Διπλωμάτος διδάσκει 2—3 ώρας τήν ήμέραν μεγάλους ή μικρούς είς οικίας, διδάσκει καί τήν γαλλικήν γλώσσαν. Πληροφορίαι παρ' ημίν.: [318, 1467, 578, 1509]
body-paragraph: Ό οδοντίατρος Ιατρός κ. Ζ. Ρεγκούσης επανελθών έκ τού ταξειδίου του έπανήρχισε τάς εργασίας του.: [586, 530, 846, 572]
continued-note: (Ακολουθεί): [513, 269, 578, 282]
article-subtitle: Ο ΘΕΜΕΛΙΩΤΗΣ: [1357, 1445, 1458, 1459]
table-row: 5 ο/ο διά καταθέσεις 3 έτη: [586, 1331, 786, 1343]
article-subtitle: ΤΟΥ ΧΑΣΑΝ-ΑΛΗ-ΤΖΕΦΕΡΗ-ΤΣΑΜΗ ΕΙΣ ΤΟΝ ΠΕΙΡΑΙΑ: [939, 1254, 1503, 1275]
staff-title: ΤΑΚΤΙΚΟΙ ΣΥΝΤΑΚΤΑΙ ΤΟΥ ΕΜΠΡΟΣ: [38, 71, 284, 156]
body-paragraph: Ό τρόπος τής εισπράξεως τών φόρων αυτών παρ' ύμιν άνεπιτρεπτος καθώς ήτο αδύνατον ή πλήρωσις αυτών.: [12, 713, 310, 755]
article-subtitle: ΤΟ ΤΡΑΣΤ ΤΩΝ ΕΜΠΟΡΩΝ: [1322, 102, 1504, 117]
ad-text: τού: [444, 837, 464, 850]
ad-subtitle: ΟΥΡΟΛΟΓΟΣ: [410, 606, 486, 619]
article-subtitle: ΠΩΣ ΔΙΚΑΙΟΛΟΓΕΙΤΑΙ Ο ΧΑΣΑΝ: [1306, 1529, 1509, 1543]
article-subtitle: ΤΟΥ ΕΜΠΟΡΙΟΥ ΤΗΣ ΕΛΛΑΔΟΣ: [1305, 485, 1521, 500]
ad-subtitle: ΕΛΙΞΗΡΙΟΝ, ΚΟΝΙΣ καί ΠΑΣΤΑ: [350, 771, 546, 785]
body-paragraph: Βιβλία του Γυμνασίου μεταχειρισμένα ζητούνται παρά τού Γαλανού πρός τό Εθνικόν Τυπογραφείον.: [586, 638, 846, 679]
body-paragraph: Ένεκεν δέ τούτου τά Υπουργικόν Συμβούλιον θά συνέλθη προσεχώς, βέβαιον δέ μόνον ότι έν τών βουλευτών Πατρών.: [854, 628, 1038, 699]
body-paragraph: Βιβλιοθήκη έκ χιλίων βιβλίων πωλείται ευθηνά είς τόν διευθυντήν τών γραφείων μας.: [586, 576, 846, 603]
ad-text: Κάπελλα ΒΕΝΝΕΤΤ: [394, 1440, 502, 1453]
body-paragraph: Επανήλθον έκ τής Εύρώπης μετά τής Ευγενίας κ. Ζηλιαστάκ καί ή κυρία Δεπάλ Κ. Ζηλιαστάκ.: [586, 90, 846, 132]
